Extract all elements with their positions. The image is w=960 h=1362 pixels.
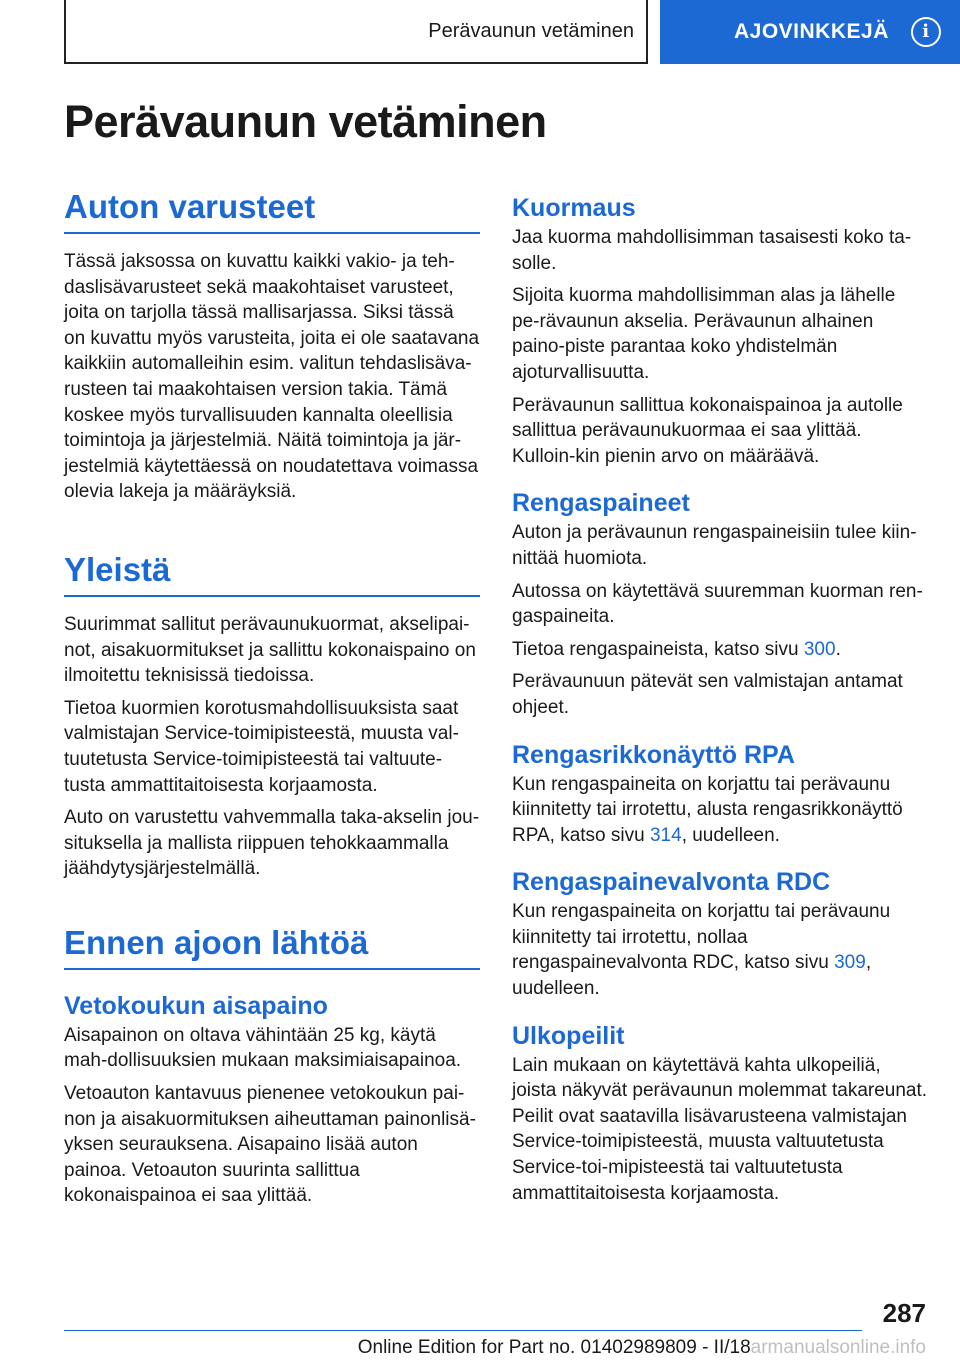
header-section-tab[interactable]	[660, 0, 960, 64]
paragraph: Sijoita kuorma mahdollisimman alas ja lähelle pe-rävaunun akselia. Perävaunun alhainen paino-piste parantaa koko yhdistelmän ajoturvallisuutta.	[512, 285, 896, 383]
paragraph: Autossa on käytettävä suuremman kuorman ren-gaspaineita.	[512, 580, 923, 628]
paragraph: Tässä jaksossa on kuvattu kaikki vakio- ja teh-daslisävarusteet sekä maakohtaiset varusteet, joita on tarjolla tässä mallisarjassa. Siksi tässä on kuvattu myös varusteita, joita ei ole saatavana kaikkiin automalleihin esim. valitun tehdaslisäva-rusteen tai maakohtaisen version takia. Tämä koskee myös turvallisuuden kannalta oleellisia toimintoja ja järjestelmiä. Näitä toimintoja ja jär-jestelmiä käytettäessä on noudatettava voimassa olevia lakeja ja määräyksiä.	[64, 251, 480, 503]
paragraph: Perävaunuun pätevät sen valmistajan antamat ohjeet.	[512, 671, 903, 718]
heading-vetokoukun-aisapaino: Vetokoukun aisapaino	[64, 991, 328, 1020]
heading-ulkopeilit: Ulkopeilit	[512, 1021, 625, 1050]
footer-edition	[0, 1337, 926, 1359]
heading-rengasrikkonaytto-rpa: Rengasrikkonäyttö RPA	[512, 740, 795, 769]
text: , uudelleen.	[681, 824, 780, 846]
paragraph	[512, 899, 928, 1001]
paragraph: Vetoauton kantavuus pienenee vetokoukun pai-non ja aisakuormituksen aiheuttaman painonlisä-yksen seurauksena. Aisapaino lisää auton painoa. Vetoauton suurinta sallittua kokonaispainoa ei saa ylittää.	[64, 1083, 476, 1207]
header-chapter-tab	[64, 0, 648, 64]
left-column	[64, 188, 480, 1209]
heading-yleista: Yleistä	[64, 551, 480, 597]
paragraph	[512, 772, 928, 849]
paragraph: Aisapainon on oltava vähintään 25 kg, käytä mah-dollisuuksien mukaan maksimiaisapainoa.	[64, 1024, 462, 1072]
paragraph: Jaa kuorma mahdollisimman tasaisesti koko ta-solle.	[512, 227, 912, 274]
watermark: armanualsonline.info	[750, 1337, 926, 1358]
page-title: Perävaunun vetäminen	[64, 96, 547, 147]
right-column	[512, 188, 928, 1206]
paragraph: Auton ja perävaunun rengaspaineisiin tulee kiin-nittää huomiota.	[512, 522, 917, 569]
heading-ennen-ajoon-lahtoa: Ennen ajoon lähtöä	[64, 924, 480, 970]
heading-rengaspainevalvonta-rdc: Rengaspainevalvonta RDC	[512, 868, 831, 897]
page-link-314[interactable]: 314	[649, 824, 682, 846]
header-chapter-title: Perävaunun vetäminen	[428, 19, 634, 42]
text: .	[835, 638, 841, 660]
paragraph: Perävaunun sallittua kokonaispainoa ja autolle sallittua perävaunukuormaa ei saa ylittää. Kulloin-kin pienin arvo on määräävä.	[512, 394, 903, 467]
header-section-label: AJOVINKKEJÄ	[734, 20, 889, 43]
heading-auton-varusteet: Auton varusteet	[64, 188, 480, 234]
page-number: 287	[882, 1298, 926, 1328]
paragraph: Suurimmat sallitut perävaunukuormat, akselipai-not, aisakuormitukset ja sallittu kokonaispaino on ilmoitettu teknisissä tiedoissa.	[64, 613, 476, 687]
paragraph	[512, 637, 928, 663]
info-icon[interactable]: i	[911, 17, 941, 47]
heading-kuormaus: Kuormaus	[512, 194, 636, 222]
edition-text: Online Edition for Part no. 01402989809 - II/18	[357, 1337, 751, 1358]
text: Kun rengaspaineita on korjattu tai perävaunu kiinnitetty tai irrotettu, nollaa rengaspainevalvonta RDC, katso sivu	[512, 901, 891, 974]
page-link-300[interactable]: 300	[803, 638, 836, 660]
footer-divider	[64, 1330, 862, 1331]
paragraph: Tietoa kuormien korotusmahdollisuuksista saat valmistajan Service-toimipisteestä, muusta val-tuutetusta Service-toimipisteestä tai valtuute-tusta ammattitaitoisesta korjaamosta.	[64, 697, 459, 796]
text: , uudelleen.	[512, 952, 872, 1000]
paragraph: Lain mukaan on käytettävä kahta ulkopeiliä, joista näkyvät perävaunun molemmat takareunat. Peilit ovat saatavilla lisävarusteena valmistajan Service-toimipisteestä, muusta valtuutetusta Service-toi-mipisteestä tai valtuutetusta ammattitaitoisesta korjaamosta.	[512, 1054, 928, 1204]
text: Tietoa rengaspaineista, katso sivu	[512, 638, 804, 660]
text: Kun rengaspaineita on korjattu tai perävaunu kiinnitetty tai irrotettu, alusta rengasrikkonäyttö RPA, katso sivu	[512, 773, 903, 846]
page-link-309[interactable]: 309	[834, 952, 866, 974]
heading-rengaspaineet: Rengaspaineet	[512, 489, 690, 518]
paragraph: Auto on varustettu vahvemmalla taka-akselin jou-situksella ja mallista riippuen tehokkaammalla jäähdytysjärjestelmällä.	[64, 807, 480, 880]
